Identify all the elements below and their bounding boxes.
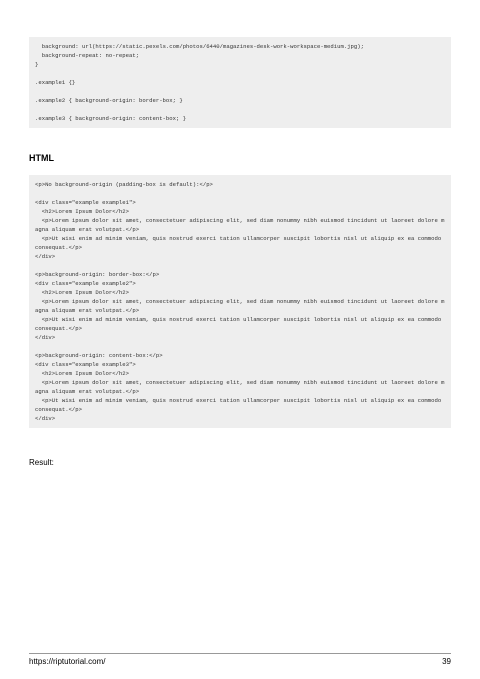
code-line: </div> xyxy=(35,415,56,422)
code-line: <div class="example example1"> xyxy=(35,199,136,206)
page-number: 39 xyxy=(442,657,451,666)
code-line: <p>Ut wisi enim ad minim veniam, quis nostrud exerci tation ullamcorper suscipit lobortis nisl ut aliquip ex ea commodo consequat.</p> xyxy=(35,316,445,332)
code-line xyxy=(35,189,445,198)
code-line: <p>Lorem ipsum dolor sit amet, consectetuer adipiscing elit, sed diam nonummy nibh euismod tincidunt ut laoreet dolore magna aliquam erat volutpat.</p> xyxy=(35,298,445,314)
code-line: </div> xyxy=(35,334,56,341)
code-line: .example1 {} xyxy=(35,79,76,86)
code-line xyxy=(35,105,445,114)
code-line: <p>background-origin: content-box:</p> xyxy=(35,352,163,359)
code-line: .example3 { background-origin: content-box; } xyxy=(35,115,187,122)
code-line: <h2>Lorem Ipsum Dolor</h2> xyxy=(35,370,129,377)
code-line xyxy=(35,261,445,270)
html-code-block xyxy=(29,175,451,428)
code-line: <p>No background-origin (padding-box is default):</p> xyxy=(35,181,213,188)
code-line: <p>Lorem ipsum dolor sit amet, consectetuer adipiscing elit, sed diam nonummy nibh euismod tincidunt ut laoreet dolore magna aliquam erat volutpat.</p> xyxy=(35,379,445,395)
code-line: <div class="example example2"> xyxy=(35,280,136,287)
code-line: <div class="example example3"> xyxy=(35,361,136,368)
code-line: <h2>Lorem Ipsum Dolor</h2> xyxy=(35,208,129,215)
code-line: } xyxy=(35,61,39,68)
code-line: <p>Ut wisi enim ad minim veniam, quis nostrud exerci tation ullamcorper suscipit lobortis nisl ut aliquip ex ea commodo consequat.</p> xyxy=(35,397,445,413)
code-line: .example2 { background-origin: border-box; } xyxy=(35,97,183,104)
css-code-block xyxy=(29,37,451,128)
html-section-heading: HTML xyxy=(29,153,54,163)
footer-url: https://riptutorial.com/ xyxy=(29,657,106,666)
footer-divider xyxy=(29,653,451,654)
code-line xyxy=(35,87,445,96)
code-line xyxy=(35,69,445,78)
code-line: </div> xyxy=(35,253,56,260)
code-line: background-repeat: no-repeat; xyxy=(35,52,140,59)
code-line: <p>Lorem ipsum dolor sit amet, consectetuer adipiscing elit, sed diam nonummy nibh euismod tincidunt ut laoreet dolore magna aliquam erat volutpat.</p> xyxy=(35,217,445,233)
code-line: <p>Ut wisi enim ad minim veniam, quis nostrud exerci tation ullamcorper suscipit lobortis nisl ut aliquip ex ea commodo consequat.</p> xyxy=(35,235,445,251)
result-label: Result: xyxy=(29,458,54,467)
code-line: <h2>Lorem Ipsum Dolor</h2> xyxy=(35,289,129,296)
code-line: <p>background-origin: border-box:</p> xyxy=(35,271,160,278)
code-line: background: url(https://static.pexels.com/photos/6440/magazines-desk-work-workspace-medium.jpg); xyxy=(35,43,364,50)
code-line xyxy=(35,342,445,351)
